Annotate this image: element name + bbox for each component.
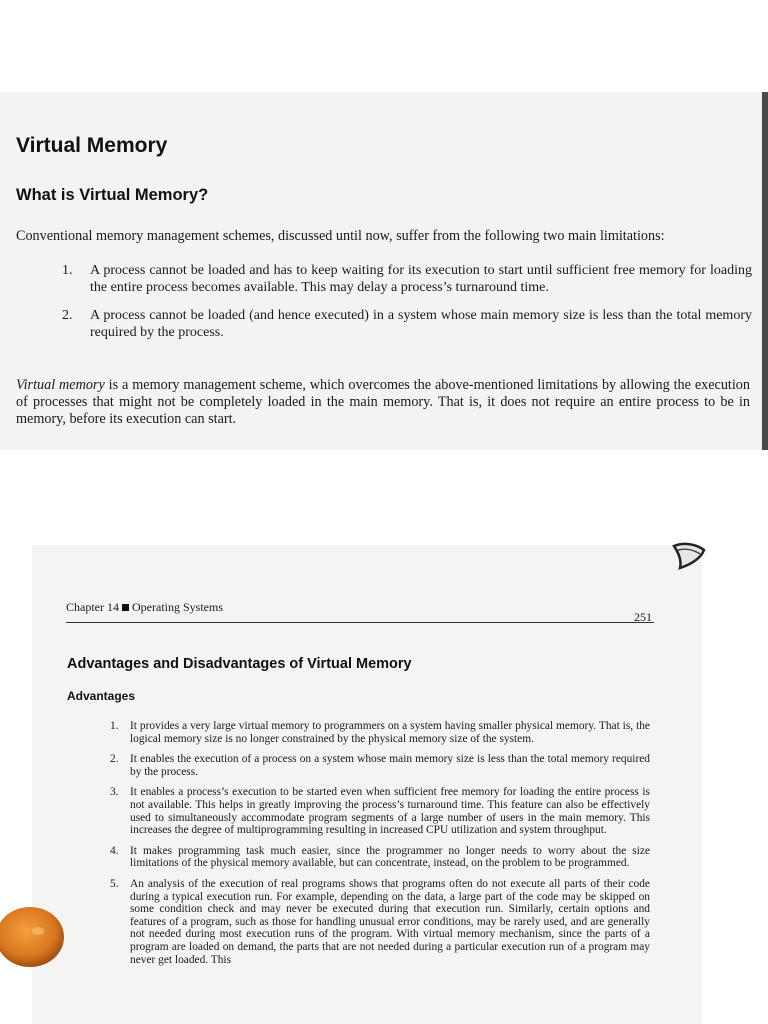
page-edge-shadow: [762, 92, 768, 450]
page-number: 251: [634, 610, 652, 624]
limitations-list: [62, 262, 752, 352]
section-subtitle: What is Virtual Memory?: [16, 186, 209, 204]
list-item-number: 4.: [110, 844, 119, 857]
vm-definition-text: is a memory management scheme, which overcomes the above-mentioned limitations by allowing the execution of processes that might not be completely loaded in the main memory. That is, it does not require an entire process to be in memory, before its execution can start.: [16, 377, 750, 427]
list-item: [62, 262, 752, 296]
running-header-left: [66, 600, 223, 615]
subsection-heading: Advantages: [67, 689, 136, 703]
list-item: [110, 786, 650, 836]
list-item: [110, 753, 650, 778]
intro-paragraph: Conventional memory management schemes, discussed until now, suffer from the following two main limitations:: [16, 228, 665, 244]
list-item-number: 2.: [110, 753, 119, 766]
orange-object-photo: [0, 905, 66, 969]
running-header: [66, 598, 654, 623]
list-item-text: An analysis of the execution of real programs shows that programs often do not execute all parts of their code during a typical execution run. For example, depending on the data, a large part of the code may be skipped on some condition check and may never be executed during that execution run. Similarly, certain options and features of a program, such as those for handling unusual error conditions, may be rarely used, and are generally not needed during most execution runs of the program. With virtual memory mechanism, since the parts of a program are loaded on demand, the parts that are not needed during a particular execution run of a program may never get loaded. This: [130, 877, 650, 966]
advantages-list: [110, 720, 650, 974]
list-item-number: 1.: [62, 263, 73, 278]
list-item-number: 2.: [62, 308, 73, 323]
vm-term: Virtual memory: [16, 377, 105, 393]
list-item-text: A process cannot be loaded (and hence executed) in a system whose main memory size is less than the total memory required by the process.: [90, 308, 752, 340]
list-item: [110, 845, 650, 870]
list-item: [110, 720, 650, 745]
chapter-label: Chapter 14: [66, 600, 119, 614]
list-item: [62, 307, 752, 341]
virtual-memory-definition: [16, 377, 750, 428]
list-item-text: It provides a very large virtual memory to programmers on a system having smaller physical memory. That is, the logical memory size is no longer constrained by the physical memory size of the system.: [130, 720, 650, 745]
list-item-text: It makes programming task much easier, since the programmer no longer needs to worry about the size limitations of the physical memory available, but can concentrate, instead, on the problem to be programmed.: [130, 844, 650, 870]
page-title: Virtual Memory: [16, 134, 168, 157]
list-item-number: 1.: [110, 720, 119, 732]
square-bullet-icon: [122, 604, 129, 611]
list-item-text: A process cannot be loaded and has to keep waiting for its execution to start until sufficient free memory for loading the entire process becomes available. This may delay a process’s turnaround time.: [90, 263, 752, 295]
page-curl-icon: [672, 540, 706, 570]
list-item-number: 3.: [110, 786, 119, 799]
list-item-number: 5.: [110, 877, 119, 890]
book-title: Operating Systems: [132, 600, 223, 614]
list-item-text: It enables a process’s execution to be started even when sufficient free memory for loading the entire process is not available. This helps in greatly improving the process’s turnaround time. This feature can also be effectively used to simultaneously accommodate program segments of a large number of users in the main memory. This increases the degree of multiprogramming resulting in increased CPU utilization and system throughput.: [130, 786, 650, 837]
section-heading: Advantages and Disadvantages of Virtual Memory: [67, 656, 412, 672]
list-item: [110, 878, 650, 966]
list-item-text: It enables the execution of a process on a system whose main memory size is less than the total memory required by the process.: [130, 753, 650, 778]
